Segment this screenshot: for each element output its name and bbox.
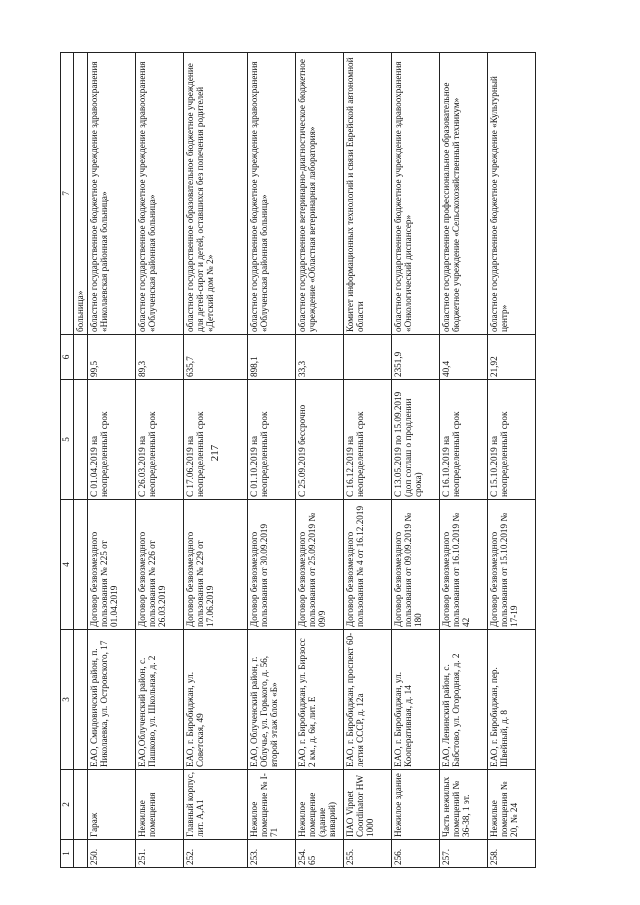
row-number <box>74 840 88 868</box>
term: С 13.05.2019 по 15.09.2019 (доп соглаш о продлении срока) <box>392 380 440 500</box>
area: 21,92 <box>488 335 536 380</box>
table-container <box>60 53 600 868</box>
row-number: 250. <box>88 840 136 868</box>
area: 99,5 <box>88 335 136 380</box>
contract-doc: Договор безвозмездного пользования от 25.09.2019 № 09/9 <box>296 500 344 630</box>
area: 40,4 <box>440 335 488 380</box>
holder: областное государственное образовательное бюджетное учреждение для детей-сирот и детей, оставшихся без попечения родителей «Детский дом № 2» <box>184 53 248 335</box>
term: С 16.12.2019 на неопределенный срок <box>344 380 392 500</box>
holder: областное государственное профессиональное образовательное бюджетное учреждение «Сельскохозяйственный техникум» <box>440 53 488 335</box>
area <box>74 335 88 380</box>
object-address: ЕАО, г. Биробиджан, ул. Кооперативная, д. 14 <box>392 630 440 770</box>
object-name: ПАО Vipnet Coordinator HW 1000 <box>344 770 392 840</box>
object-address: ЕАО, Ленинский район, с. Бабстово, ул. Огородная, д. 2 <box>440 630 488 770</box>
col-header: 3 <box>61 630 74 770</box>
term: С 01.10.2019 на неопределенный срок <box>248 380 296 500</box>
object-name: Главный корпус, лит. А,А1 <box>184 770 248 840</box>
contract-doc <box>74 500 88 630</box>
area: 33,3 <box>296 335 344 380</box>
object-name: Нежилое помещение (здание виварий) <box>296 770 344 840</box>
row-number: 254. 65 <box>296 840 344 868</box>
table-row <box>184 53 248 868</box>
row-number: 252. <box>184 840 248 868</box>
contract-doc: Договор безвозмездного пользования № 226 от 26.03.2019 <box>136 500 184 630</box>
holder: областное государственное бюджетное учреждение здравоохранения «Облученская районная больница» <box>136 53 184 335</box>
object-name: Нежилые помещения <box>136 770 184 840</box>
area: 635,7 <box>184 335 248 380</box>
area: 89,3 <box>136 335 184 380</box>
term: С 01.04.2019 на неопределенный срок <box>88 380 136 500</box>
term <box>74 380 88 500</box>
object-address: ЕАО, г. Биробиджан, пер. Швейный, д. 8 <box>488 630 536 770</box>
object-name: Нежилое здание <box>392 770 440 840</box>
holder: областное государственное бюджетное учреждение здравоохранения «Облученская районная больница» <box>248 53 296 335</box>
row-number: 253. <box>248 840 296 868</box>
table-row <box>440 53 488 868</box>
holder: больница» <box>74 53 88 335</box>
object-address <box>74 630 88 770</box>
row-number: 258. <box>488 840 536 868</box>
object-name: Часть нежилых помещений № 36-38, 1 эт. <box>440 770 488 840</box>
object-name: Нежилое помещение № I-71 <box>248 770 296 840</box>
term: С 15.10.2019 на неопределенный срок <box>488 380 536 500</box>
contract-doc: Договор безвозмездного пользования от 16.10.2019 № 42 <box>440 500 488 630</box>
table-row <box>344 53 392 868</box>
table-row <box>296 53 344 868</box>
term: С 25.09.2019 бессрочно <box>296 380 344 500</box>
object-address: ЕАО, Облученский район, г. Облучье, ул. Горького, д. 56, второй этаж блок «Б» <box>248 630 296 770</box>
table-row-continuation <box>74 53 88 868</box>
col-header: 2 <box>61 770 74 840</box>
row-number: 251. <box>136 840 184 868</box>
area <box>344 335 392 380</box>
holder: областное государственное бюджетное учреждение здравоохранения «Онкологический диспансер» <box>392 53 440 335</box>
col-header: 7 <box>61 53 74 335</box>
term: С 16.10.2019 на неопределенный срок <box>440 380 488 500</box>
holder: областное государственное ветеринарно-диагностическое бюджетное учреждение «Областная ветеринарная лаборатория» <box>296 53 344 335</box>
header-row <box>61 53 74 868</box>
object-address: ЕАО, г. Биробиджан, ул. Бирзосс 2 км., д. 6и, лит. Е <box>296 630 344 770</box>
contract-doc: Договор безвозмездного пользования от 15.10.2019 № 17-19 <box>488 500 536 630</box>
object-name: Нежилые помещения № 20, № 24 <box>488 770 536 840</box>
table-row <box>88 53 136 868</box>
object-name <box>74 770 88 840</box>
property-table <box>60 52 536 868</box>
area: 2351,9 <box>392 335 440 380</box>
term: С 17.06.2019 на неопределенный срок <box>184 380 248 500</box>
table-row <box>248 53 296 868</box>
object-address: ЕАО, Смидовичский район, п. Николаевка, ул. Островского, 17 <box>88 630 136 770</box>
holder: Комитет информационных технологий и связи Еврейской автономной области <box>344 53 392 335</box>
holder: областное государственное бюджетное учреждение здравоохранения «Николаевская районная больница» <box>88 53 136 335</box>
row-number: 256. <box>392 840 440 868</box>
object-address: ЕАО,Облученский район, с. Пашково, ул. Школьная, д. 2 <box>136 630 184 770</box>
col-header: 1 <box>61 840 74 868</box>
col-header: 4 <box>61 500 74 630</box>
object-name: Гараж <box>88 770 136 840</box>
contract-doc: Договор безвозмездного пользования от 30.09.2019 <box>248 500 296 630</box>
contract-doc: Договор безвозмездного пользования от 09.09.2019 № 180 <box>392 500 440 630</box>
area: 898,1 <box>248 335 296 380</box>
contract-doc: Договор безвозмездного пользования № 4 от 16.12.2019 <box>344 500 392 630</box>
col-header: 5 <box>61 380 74 500</box>
holder: областное государственное бюджетное учреждение «Культурный центр» <box>488 53 536 335</box>
table-row <box>136 53 184 868</box>
table-row <box>392 53 440 868</box>
page-number: 217 <box>209 444 221 462</box>
term: С 26.03.2019 на неопределенный срок <box>136 380 184 500</box>
object-address: ЕАО, г. Биробиджан, проспект 60-летия СССР, д. 12а <box>344 630 392 770</box>
row-number: 255. <box>344 840 392 868</box>
col-header: 6 <box>61 335 74 380</box>
row-number: 257. <box>440 840 488 868</box>
object-address: ЕАО, г. Биробиджан, ул. Советская, 49 <box>184 630 248 770</box>
contract-doc: Договор безвозмездного пользования № 225 от 01.04.2019 <box>88 500 136 630</box>
contract-doc: Договор безвозмездного пользования № 229 от 17.06.2019 <box>184 500 248 630</box>
table-row <box>488 53 536 868</box>
